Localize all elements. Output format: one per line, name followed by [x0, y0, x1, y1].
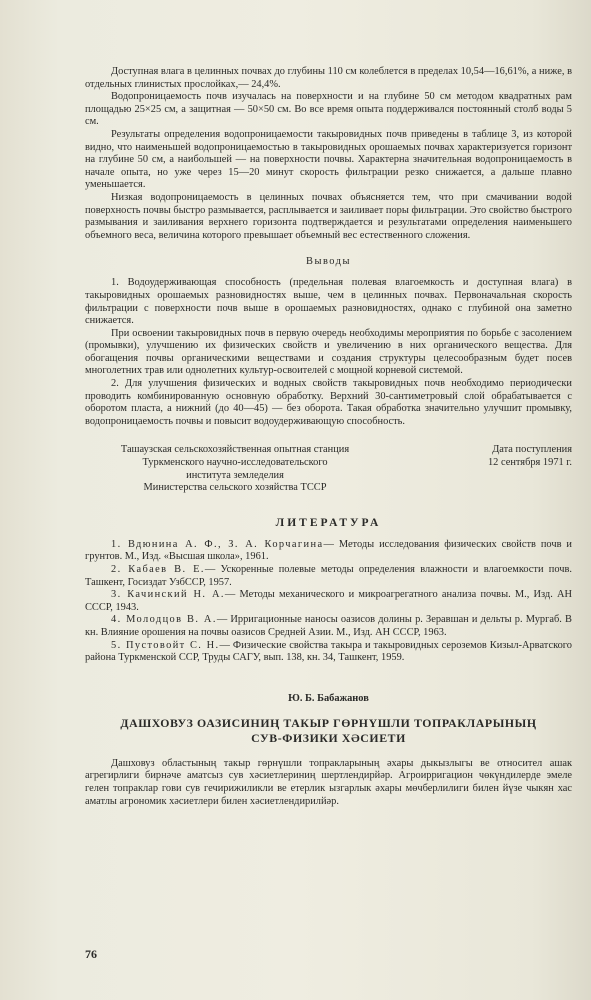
reference-item — [85, 640, 572, 665]
article-author: Ю. Б. Бабажанов — [288, 692, 369, 704]
conclusion-2: 2. Для улучшения физических и водных свойств такыровидных почв необходимо периодически проводить комбинированную основную обработку. Верхний 30-сантиметровый слой обрабатывается с оборотом пласта, а нижний (до 40—45) — без оборота. Такая обработка значительно улучшит промывку, водопроницаемость почвы и повысит водоудерживающую способность. — [85, 378, 572, 427]
paragraph-available-moisture: Доступная влага в целинных почвах до глубины 110 см колеблется в пределах 10,54—16,61%, а ниже, в отдельных глинистых прослойках,— 24,4%. — [85, 66, 572, 90]
literature-heading: ЛИТЕРАТУРА — [275, 516, 382, 529]
page-number: 76 — [85, 947, 97, 961]
paragraph-permeability-method: Водопроницаемость почв изучалась на поверхности и на глубине 50 см методом квадратных рам площадью 25×25 см, а защитная — 50×50 см. Во все время опыта поддерживался постоянный столб воды 5 см. — [85, 91, 572, 128]
institution-line: института земледелия — [186, 469, 284, 481]
article-abstract: Дашховуз областының такыр гөрнүшли топракларының әхары дыкызлыгы ве относител ашак агрегирлиги бирнәче аматсыз сув хәсиетлериниң шертлендирйәр. Агроирригацион чөкүндилерде эмеле гелен топраклар гови сув гечирижиликли ве етерлик ызгарлык әхары мөчберлилиги билен йүзе чыкян хас аматлы агрономик хәсиетлери билен хәсиетлендирилйәр. — [85, 757, 572, 807]
reference-item — [85, 539, 572, 564]
institution-line: Ташаузская сельскохозяйственная опытная станция — [120, 444, 350, 456]
reference-text: — Ускоренные полевые методы определения влажности и влагоемкости почв. Ташкент, Госиздат УзбССР, 1957. — [85, 564, 572, 588]
institution-line: Министерства сельского хозяйства ТССР — [143, 482, 327, 494]
title-line-2: СУВ-ФИЗИКИ ХӘСИЕТИ — [251, 730, 406, 745]
conclusion-1: 1. Водоудерживающая способность (предельная полевая влагоемкость и доступная влага) в такыровидных орошаемых разновидностях выше, чем в целинных почвах. Первоначальная скорость фильтрации с поверхности почв выше в орошаемых разновидностях, однако с глубиной она заметно снижается. — [85, 277, 572, 327]
reference-author: 4. Молодцов В. А. — [111, 614, 217, 626]
affiliation-block — [85, 444, 572, 494]
reference-item — [85, 589, 572, 614]
received-date: 12 сентября 1971 г. — [487, 457, 572, 469]
institution — [85, 444, 385, 494]
paragraph-permeability-results: Результаты определения водопроницаемости такыровидных почв приведены в таблице 3, из которой видно, что наименьшей водопроницаемостью в такыровидных орошаемых почвах характеризуется горизонт на глубине 50 см, а наибольшей — на поверхности почвы. Характерна значительная водопроницаемость в начале опыта, но уже через 15—20 минут скорость фильтрации резко снижается, а дальше плавно уменьшается. — [85, 128, 572, 191]
title-line-1: ДАШХОВУЗ ОАЗИСИНИҢ ТАКЫР ГӨРНҮШЛИ ТОПРАКЛАРЫНЫҢ — [120, 715, 537, 730]
reference-text: — Методы исследования физических свойств почв и грунтов. М., Изд. «Высшая школа», 1961. — [85, 538, 572, 563]
reference-text: — Методы механического и микроагрегатного анализа почвы. М., Изд. АН СССР, 1943. — [85, 589, 572, 613]
conclusion-1b: При освоении такыровидных почв в первую очередь необходимы мероприятия по борьбе с засолением (промывки), улучшению их физических свойств и увеличению в них органического вещества. Для обогащения почвы органическими веществами и создания структуры целесообразным будет посев многолетних трав или однолетних культур-освоителей с мощной корневой системой. — [85, 327, 572, 377]
reference-author: 2. Кабаев В. Е. — [111, 564, 205, 575]
received-label: Дата поступления — [492, 444, 572, 456]
received-date-block — [422, 444, 572, 494]
reference-item — [85, 614, 572, 639]
institution-line: Туркменского научно-исследовательского — [142, 457, 328, 469]
article-title — [85, 716, 572, 746]
reference-author: 3. Качинский Н. А. — [111, 589, 225, 601]
paragraph-low-permeability: Низкая водопроницаемость в целинных почвах объясняется тем, что при смачивании водой поверхность почвы быстро размывается, расплывается и заиливает поры фильтрации. Это свойство быстрого размывания и заиливания верхнего горизонта подтверждается и результатами определения наименьшего объемного веса, величина которого превышает объемный вес естественного сложения. — [85, 191, 572, 241]
reference-text: — Физические свойства такыра и такыровидных сероземов Кизыл-Арватского района Туркменской ССР, Труды САГУ, вып. 138, кн. 34, Ташкент, 1959. — [85, 639, 572, 664]
reference-item — [85, 564, 572, 589]
reference-text: — Ирригационные наносы оазисов долины р. Зеравшан и дельты р. Мургаб. В кн. Влияние орошения на почвы оазисов Средней Азии. М., Изд. АН СССР, 1963. — [85, 614, 572, 638]
reference-author: 1. Вдюнина А. Ф., З. А. Корчагина — [111, 538, 324, 550]
text-column — [85, 66, 572, 808]
conclusions-heading: Выводы — [306, 256, 351, 268]
reference-author: 5. Пустовойт С. Н. — [111, 639, 220, 651]
